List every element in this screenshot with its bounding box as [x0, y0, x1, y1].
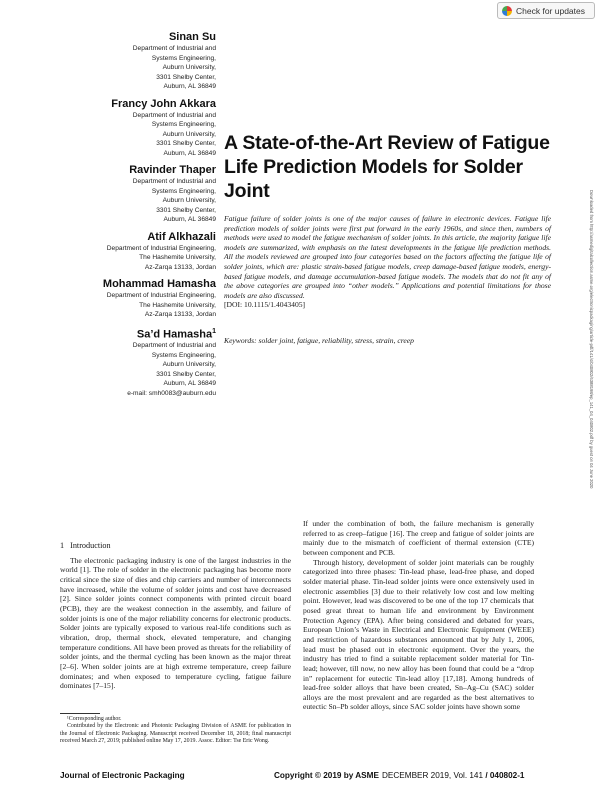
- author-name: Francy John Akkara: [111, 97, 216, 110]
- abstract: [224, 214, 551, 310]
- footer-issue-text: DECEMBER 2019, Vol. 141: [382, 771, 484, 780]
- author-block: [6, 97, 216, 159]
- footnote-contribution: Contributed by the Electronic and Photonic Packaging Division of ASME for publication in the Journal of Electronic Packaging. Manuscript received December 18, 2018; final manuscript received March 27, 2019; published online May 17, 2019. Assoc. Editor: Tse Eric Wong.: [60, 723, 291, 745]
- author-name: Sa’d Hamasha: [136, 328, 213, 341]
- author-block: [6, 277, 216, 320]
- author-name: Mohammad Hamasha: [102, 278, 216, 290]
- author-name-line: [6, 277, 216, 291]
- doi[interactable]: [DOI: 10.1115/1.4043405]: [224, 300, 306, 310]
- paragraph: If under the combination of both, the failure mechanism is generally referred to as creep–fatigue [16]. The creep and fatigue of solder joints are mainly due to the mismatch of coefficient of thermal extension (CTE) between component and PCB.: [303, 519, 534, 557]
- download-notice-strip: [586, 190, 594, 530]
- download-notice-text: Downloaded from http://asmedigitalcollection.asme.org/electronicpackaging/article-pdf/141/4/040802/6388198/ep_141_04_040802.pdf by guest on 04 June 2020: [589, 190, 594, 489]
- footer-copyright: Copyright © 2019 by ASME: [274, 771, 379, 780]
- author-affiliation: Department of Industrial and Systems Engineering, Auburn University, 3301 Shelby Center, Auburn, AL 36849: [132, 45, 216, 90]
- author-name-line: [6, 163, 216, 177]
- author-name-line: [6, 97, 216, 111]
- author-block: [6, 163, 216, 225]
- author-list: [6, 30, 216, 403]
- footer-issue: [382, 771, 524, 780]
- author-name-line: [6, 230, 216, 244]
- author-block: [6, 230, 216, 273]
- crossmark-icon: [502, 6, 512, 16]
- footer-journal: Journal of Electronic Packaging: [60, 771, 185, 780]
- section-title: Introduction: [70, 541, 111, 550]
- footnote-corresponding: ¹Corresponding author.: [67, 716, 122, 722]
- check-for-updates-label: Check for updates: [516, 5, 585, 16]
- author-name: Sinan Su: [168, 31, 216, 43]
- section-heading: [60, 541, 291, 551]
- author-block: [6, 325, 216, 399]
- author-name: Atif Alkhazali: [147, 230, 216, 243]
- paper-title: A State-of-the-Art Review of Fatigue Life Prediction Models for Solder Joint: [224, 132, 550, 202]
- author-name-line: [6, 30, 216, 44]
- body-column-left: [60, 541, 291, 691]
- footnote-rule: [60, 713, 100, 714]
- author-affiliation: Department of Industrial and Systems Engineering, Auburn University, 3301 Shelby Center, Auburn, AL 36849: [132, 111, 216, 157]
- author-affiliation: Department of Industrial and Systems Engineering, Auburn University, 3301 Shelby Center, Auburn, AL 36849 e-mail: smh0083@auburn.edu: [127, 342, 216, 397]
- abstract-text: Fatigue failure of solder joints is one of the major causes of failure in electronic devices. Fatigue life prediction models of solder joints were first put forward in the early 1960s, and since then, numbers of methods were used to model the fatigue mechanism of solder joints. In this article, the majority fatigue life models are summarized, with emphasis on the latest developments in the fatigue life prediction methods. All the models reviewed are grouped into four categories based on the factors affecting the fatigue life of solder joints, which are: plastic strain-based fatigue models, creep damage-based fatigue models, energy-based fatigue models, and damage accumulation-based fatigue models. The models that do not fit any of the above categories are grouped into “other models.” Applications and potential limitations for those models are also discussed.: [224, 214, 551, 300]
- author-name-line: [6, 325, 216, 342]
- keywords: Keywords: solder joint, fatigue, reliability, stress, strain, creep: [224, 336, 414, 345]
- body-column-right: [303, 519, 534, 712]
- footer-page-number: / 040802-1: [485, 771, 525, 780]
- author-affiliation: Department of Industrial and Systems Engineering, Auburn University, 3301 Shelby Center, Auburn, AL 36849: [132, 178, 216, 223]
- author-name: Ravinder Thaper: [129, 164, 216, 176]
- section-number: 1: [60, 541, 65, 550]
- author-affiliation: Department of Industrial Engineering, The Hashemite University, Az-Zarqa 13133, Jordan: [106, 292, 216, 318]
- author-footnote-mark: 1: [212, 327, 216, 335]
- author-affiliation: Department of Industrial Engineering, The Hashemite University, Az-Zarqa 13133, Jordan: [106, 244, 216, 271]
- author-block: [6, 30, 216, 92]
- footnote: [60, 716, 291, 746]
- paragraph: The electronic packaging industry is one of the largest industries in the world [1]. The role of solder in the electronic packaging has become more critical since the size of dies and chip carriers and number of interconnects have increased, while the volume of solder joints and cost have decreased [2]. Since solder joints connect components with printed circuit board (PCB), they are the weakest connection in the assembly, and failure of solder joints is one of the major reliability concerns for electronic products. Solder joints are typically exposed to various real-life conditions such as vibration, drop, thermal shock, elevated temperature, and changing temperature conditions. All have been proved as threats for the reliability of solder joints, and the thermal cycling has been known as the major threat [2–6]. When solder joints are at high extreme temperature, creep failure dominates; and when exposed to temperature cycling, fatigue failure dominates [7–15].: [60, 555, 291, 691]
- paragraph: Through history, development of solder joint materials can be roughly categorized into three phases: Tin-lead phase, lead-free phase, and doped solder material phase. Tin-lead solder joints were once extensively used in electronic assemblies [3] due to their relatively low cost and low melting point. However, lead was discovered to be one of the top 17 chemicals that posed great threat to human life and environment by Environment Protection Agency (EPA). After being considered and debated for years, European Union’s Waste in Electrical and Electronic Equipment (WEEE) and restriction of hazardous substances announced that by July 1, 2006, lead must be phased out in electronic equipment. Over the years, the industry has tried to find a suitable replacement solder material for Tin-lead; however, till now, no new alloy has been found that could be a “drop in” replacement for eutectic Tin-lead alloy [17,18]. Among hundreds of lead-free solder alloys that have been created, Sn–Ag–Cu (SAC) solder alloys are the most prevalent and are regarded as the best alternatives to eutectic Sn–Pb solder alloys, since SAC solder joints have shown some: [303, 557, 534, 712]
- check-for-updates-badge[interactable]: [497, 2, 595, 19]
